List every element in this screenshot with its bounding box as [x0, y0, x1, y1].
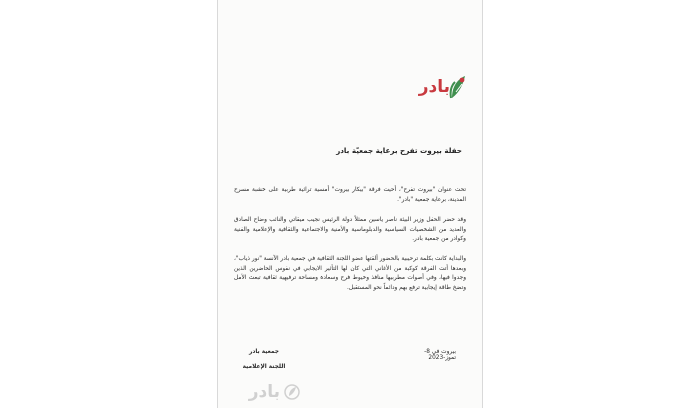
badr-leaf-logo-icon	[448, 74, 468, 100]
letterhead-logo	[414, 74, 466, 102]
logo-text: بادر	[418, 77, 450, 97]
badr-watermark-logo-icon	[284, 383, 300, 401]
footer-watermark	[232, 381, 302, 403]
paragraph-program: والبداية كانت بكلمة ترحيبية بالحضور ألقتها عضو اللجنة الثقافية في جمعية بادر الآنسة "نور ذياب"، وبعدها أتت الفرقة كوكبة من الأغاني التي كان لها التأثير الايجابي في نفوس الحاضرين الذين وجدوا فيها، وفي أصوات مطربيها منافذ وخيوط فرح وسعادة ومساحة ترفيهية ثقافية تبعث الأمل وتضخ طاقة إيجابية ترفع بهم ودائماً نحو المستقبل.	[234, 256, 466, 291]
document-page	[217, 0, 483, 408]
paragraph-attendance: وقد حضر الحفل وزير البيئة ناصر ياسين ممثلاً دولة الرئيس نجيب ميقاتي والنائب وضاح الصادق والعديد من الشخصيات السياسية والدبلوماسية والأمنية والاجتماعية والثقافية والإعلامية والفنية وكوادر من جمعية بادر.	[234, 217, 466, 243]
document-title: حفلة بيروت تفرح برعاية جمعيّة بادر	[336, 146, 462, 155]
paragraph-intro: تحت عنوان "بيروت تفرح"، أحيت فرقة "بيكار بيروت" أمسية تراثية طربية على خشبة مسرح المدينة، برعاية جمعية "بادر".	[234, 187, 466, 203]
document-date: بيروت في 8- تموز-2023	[424, 349, 456, 361]
watermark-text: بادر	[248, 382, 280, 402]
signature-committee: اللجنة الإعلامية	[242, 364, 286, 370]
signature-organization: جمعية بادر	[249, 349, 279, 355]
